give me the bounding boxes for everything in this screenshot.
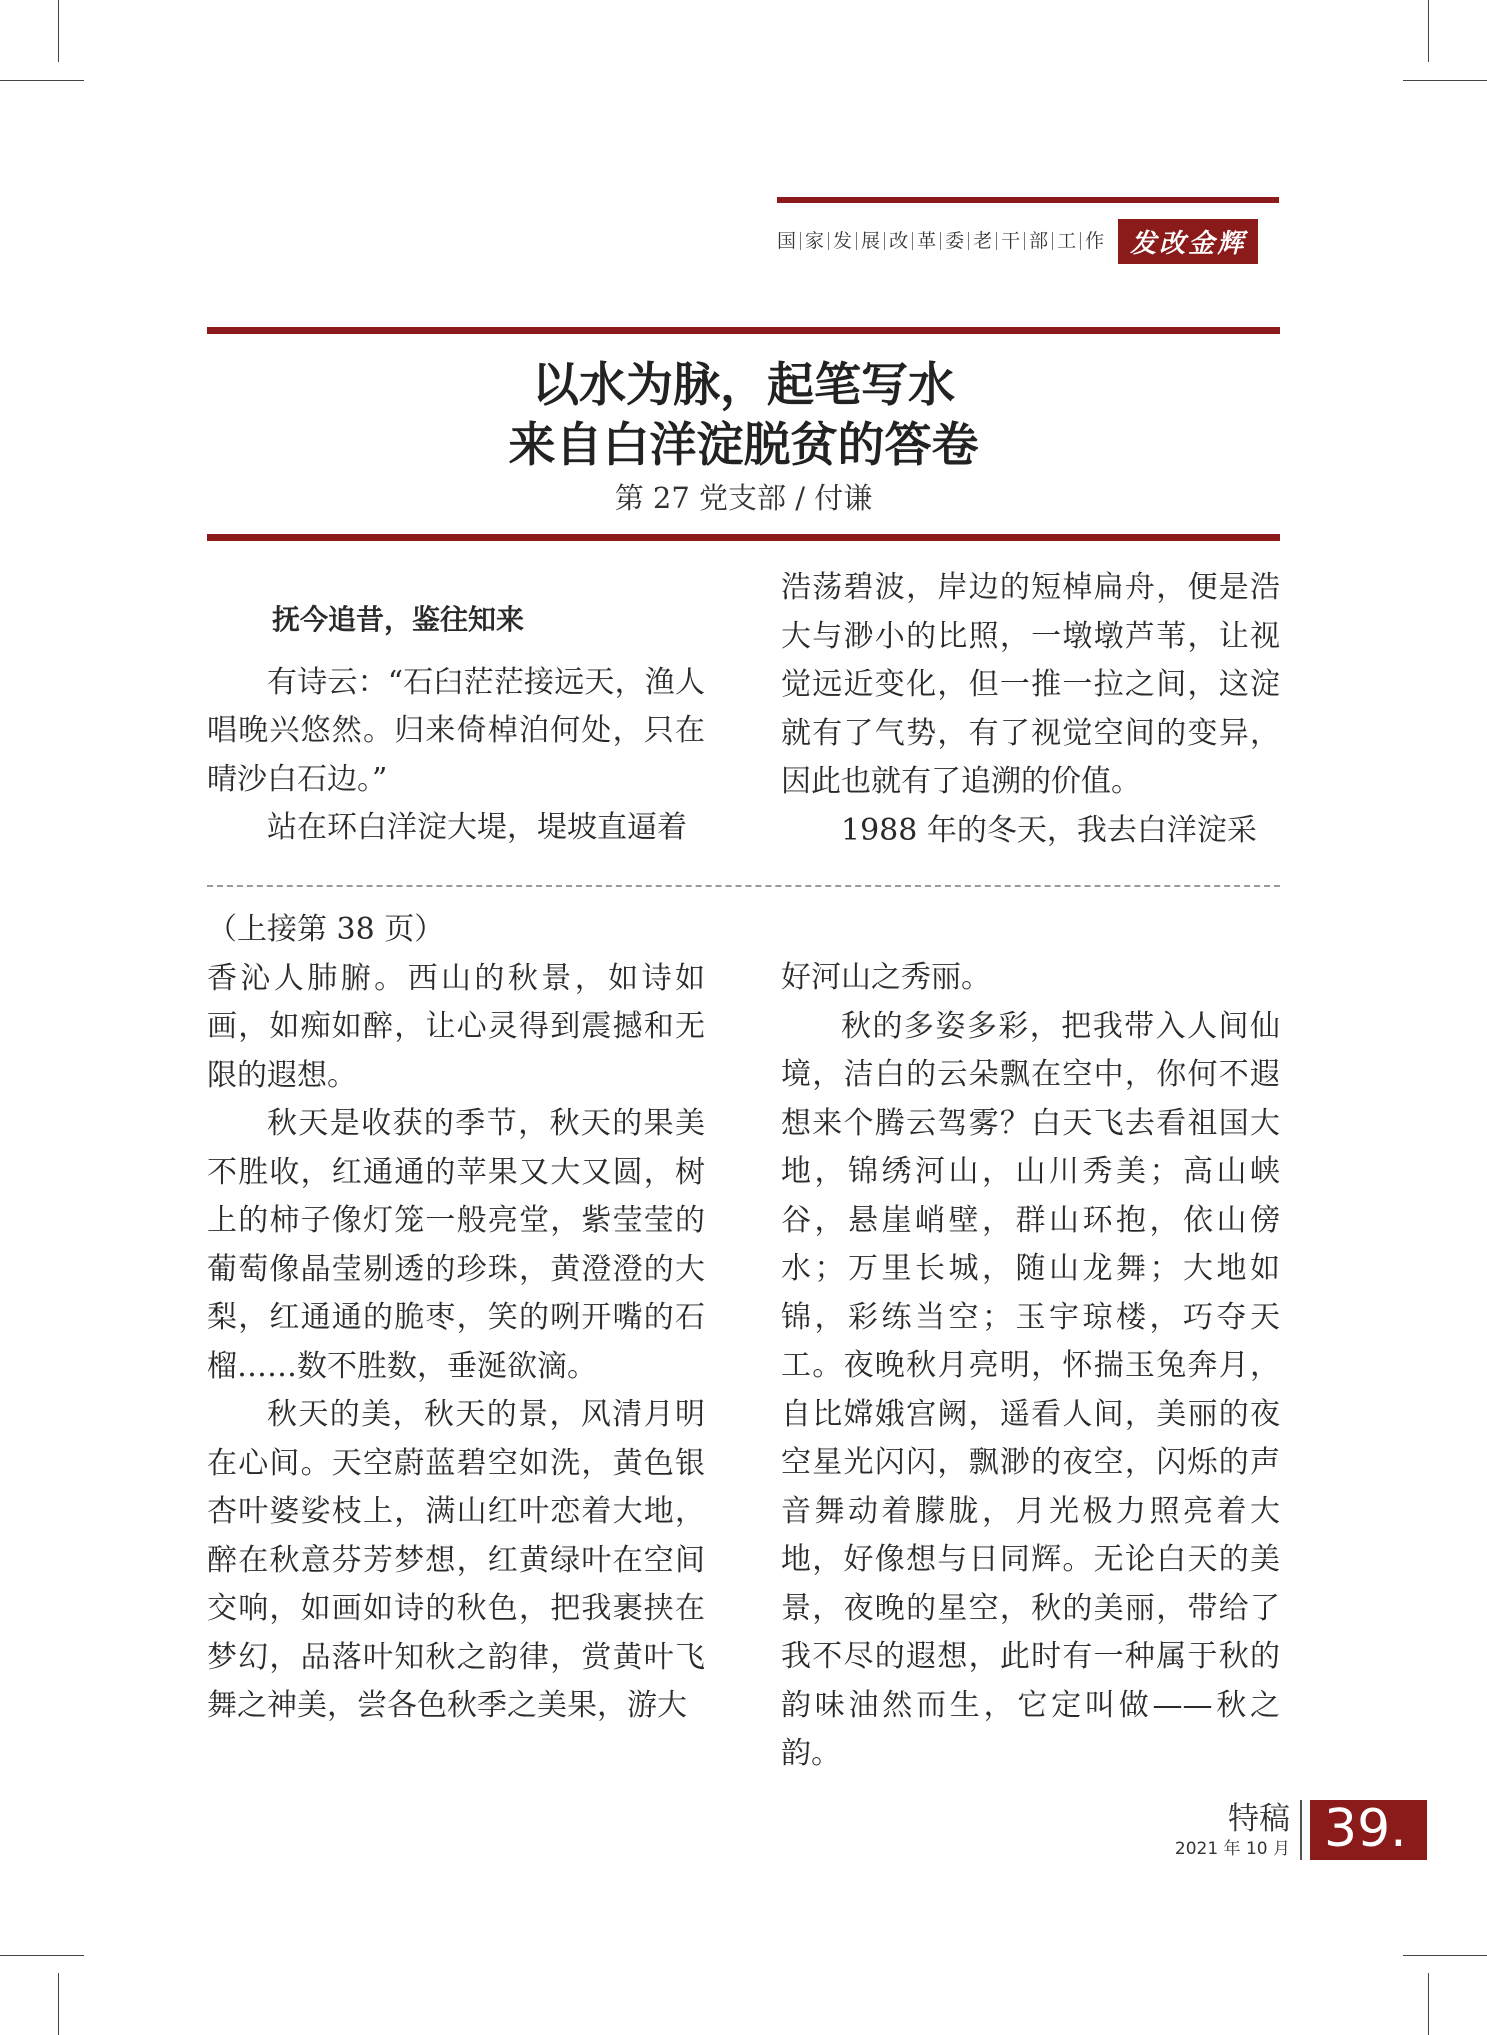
paragraph: 秋天的美，秋天的景，风清月明在心间。天空蔚蓝碧空如洗，黄色银杏叶婆娑枝上，满山红叶恋着大地，醉在秋意芬芳梦想，红黄绿叶在空间交响，如画如诗的秋色，把我裹挟在梦幻，品落叶知秋之韵律，赏黄叶飞舞之神美，尝各色秋季之美果，游大 <box>207 1397 705 1723</box>
publisher-char: 改 <box>884 232 912 250</box>
paragraph: 香沁人肺腑。西山的秋景，如诗如画，如痴如醉，让心灵得到震撼和无限的遐想。 <box>207 960 705 1093</box>
publisher-char: 工 <box>1052 232 1080 250</box>
page-number: 39. <box>1310 1800 1427 1860</box>
crop-mark <box>0 1955 84 1956</box>
article-left-column <box>207 596 705 853</box>
publisher-char: 部 <box>1024 232 1052 250</box>
byline: 第 27 党支部 / 付谦 <box>614 481 873 515</box>
publisher-char: 发 <box>828 232 856 250</box>
title-rule-top <box>207 327 1280 334</box>
section-heading: 抚今追昔，鉴往知来 <box>272 603 525 636</box>
crop-mark <box>1428 0 1429 62</box>
publisher-name <box>777 232 1108 250</box>
crop-mark <box>1403 1955 1487 1956</box>
publisher-char: 作 <box>1080 232 1108 250</box>
paragraph: 秋天是收获的季节，秋天的果美不胜收，红通通的苹果又大又圆，树上的柿子像灯笼一般亮堂，紫莹莹的葡萄像晶莹剔透的珍珠，黄澄澄的大梨，红通通的脆枣，笑的咧开嘴的石榴……数不胜数，垂涎欲滴。 <box>207 1106 705 1384</box>
publisher-char: 家 <box>800 232 828 250</box>
crop-mark <box>58 1973 59 2035</box>
paragraph: 秋的多姿多彩，把我带入人间仙境，洁白的云朵飘在空中，你何不遐想来个腾云驾雾？白天飞去看祖国大地，锦绣河山，山川秀美；高山峡谷，悬崖峭壁，群山环抱，依山傍水；万里长城，随山龙舞；大地如锦，彩练当空；玉宇琼楼，巧夺天工。夜晚秋月亮明，怀揣玉兔奔月，自比嫦娥宫阙，遥看人间，美丽的夜空星光闪闪，飘渺的夜空，闪烁的声音舞动着朦胧，月光极力照亮着大地，好像想与日同辉。无论白天的美景，夜晚的星空，秋的美丽，带给了我不尽的遐想，此时有一种属于秋的韵味油然而生，它定叫做——秋之韵。 <box>781 1008 1280 1771</box>
section-label: 特稿 <box>1228 1801 1290 1837</box>
footer-text <box>1175 1800 1302 1860</box>
crop-mark <box>1428 1973 1429 2035</box>
article-title-line1: 以水为脉，起笔写水 <box>532 358 955 413</box>
publisher-char: 革 <box>912 232 940 250</box>
publisher-char: 展 <box>856 232 884 250</box>
publisher-char: 国 <box>777 230 797 252</box>
crop-mark <box>0 80 84 81</box>
title-rule-bottom <box>207 534 1280 541</box>
dashed-divider <box>207 885 1280 887</box>
header-rule <box>777 197 1279 203</box>
crop-mark <box>58 0 59 62</box>
article-title-line2: 来自白洋淀脱贫的答卷 <box>508 418 979 473</box>
paragraph: 站在环白洋淀大堤，堤坡直逼着 <box>267 810 687 845</box>
publisher-char: 老 <box>968 232 996 250</box>
article-right-column <box>781 564 1280 855</box>
page-footer <box>1175 1800 1427 1860</box>
publisher-char: 干 <box>996 232 1024 250</box>
crop-mark <box>1403 80 1487 81</box>
issue-date: 2021 年 10 月 <box>1174 1839 1290 1859</box>
paragraph: 有诗云：“石臼茫茫接远天，渔人唱晚兴悠然。归来倚棹泊何处，只在晴沙白石边。” <box>207 664 705 797</box>
continuation-note: （上接第 38 页） <box>207 912 445 947</box>
continued-left-column <box>207 906 705 1731</box>
brand-tag: 发改金辉 <box>1118 219 1258 264</box>
paragraph: 浩荡碧波，岸边的短棹扁舟，便是浩大与渺小的比照，一墩墩芦苇，让视觉远近变化，但一推一拉之间，这淀就有了气势，有了视觉空间的变异，因此也就有了追溯的价值。 <box>781 570 1280 799</box>
paragraph: 1988 年的冬天，我去白洋淀采 <box>841 812 1257 848</box>
publisher-char: 委 <box>940 232 968 250</box>
paragraph: 好河山之秀丽。 <box>781 960 991 995</box>
continued-right-column <box>781 954 1280 1779</box>
running-header <box>777 222 1258 260</box>
